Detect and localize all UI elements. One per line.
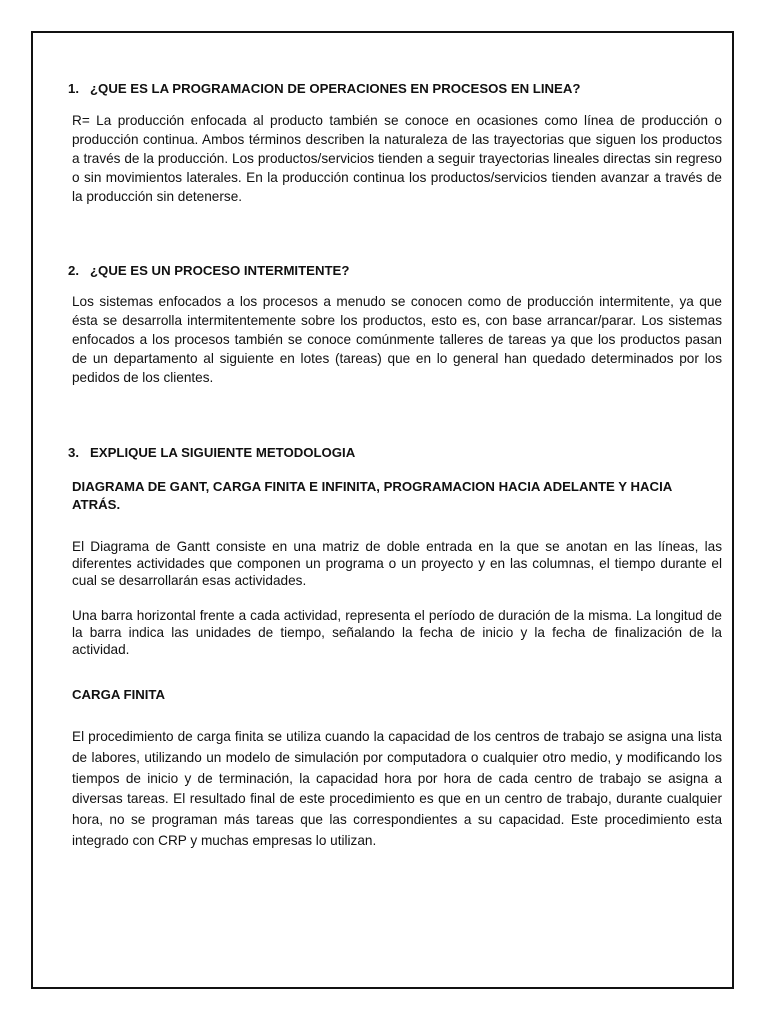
question-3-title: EXPLIQUE LA SIGUIENTE METODOLOGIA bbox=[90, 445, 356, 460]
question-1-section bbox=[68, 80, 722, 98]
question-3-subheading-block bbox=[68, 478, 722, 514]
gantt-paragraph-1-block bbox=[72, 538, 722, 589]
question-3-subheading: DIAGRAMA DE GANT, CARGA FINITA E INFINITA, PROGRAMACION HACIA ADELANTE Y HACIA ATRÁS. bbox=[72, 479, 672, 512]
question-1-answer-block bbox=[72, 111, 722, 206]
question-3-section bbox=[68, 444, 722, 462]
finite-load-heading: CARGA FINITA bbox=[72, 687, 166, 702]
gantt-paragraph-2: Una barra horizontal frente a cada actividad, representa el período de duración de la misma. La longitud de la barra indica las unidades de tiempo, señalando la fecha de inicio y la fecha de finalización de la actividad. bbox=[72, 608, 722, 657]
question-2-heading bbox=[68, 262, 722, 280]
question-1-number: 1. bbox=[68, 81, 79, 96]
question-2-section bbox=[68, 262, 722, 280]
question-1-answer: R= La producción enfocada al producto también se conoce en ocasiones como línea de producción o producción continua. Ambos términos describen la naturaleza de las trayectorias que siguen los productos a través de la producción. Los productos/servicios tienden a seguir trayectorias lineales directas sin regreso o sin movimientos laterales. En la producción continua los productos/servicios tienden avanzar a través de la producción sin detenerse. bbox=[72, 113, 722, 204]
gantt-paragraph-2-block bbox=[72, 607, 722, 658]
question-2-answer: Los sistemas enfocados a los procesos a menudo se conocen como de producción intermitente, ya que ésta se desarrolla intermitentemente sobre los productos, esto es, con base arrancar/parar. Los sistemas enfocados a los procesos también se conoce comúnmente talleres de tareas ya que los productos pasan de un departamento al siguiente en lotes (tareas) que en lo general han quedado determinados por los pedidos de los clientes. bbox=[72, 294, 722, 385]
question-1-title: ¿QUE ES LA PROGRAMACION DE OPERACIONES EN PROCESOS EN LINEA? bbox=[90, 81, 581, 96]
question-2-title: ¿QUE ES UN PROCESO INTERMITENTE? bbox=[90, 263, 350, 278]
question-3-heading bbox=[68, 444, 722, 462]
finite-load-heading-block bbox=[72, 686, 722, 704]
question-3-number: 3. bbox=[68, 445, 79, 460]
finite-load-paragraph: El procedimiento de carga finita se utiliza cuando la capacidad de los centros de trabajo se asigna una lista de labores, utilizando un modelo de simulación por computadora o cualquier otro medio, y modificando los tiempos de inicio y de terminación, la capacidad hora por hora de cada centro de trabajo se asigna a diversas tareas. El resultado final de este procedimiento es que en un centro de trabajo, durante cualquier hora, no se programan más tareas que las correspondientes a su capacidad. Este procedimiento esta integrado con CRP y muchas empresas lo utilizan. bbox=[72, 729, 722, 848]
finite-load-paragraph-block bbox=[72, 727, 722, 852]
question-1-heading bbox=[68, 80, 722, 98]
question-2-answer-block bbox=[72, 292, 722, 387]
question-2-number: 2. bbox=[68, 263, 79, 278]
gantt-paragraph-1: El Diagrama de Gantt consiste en una matriz de doble entrada en la que se anotan en las líneas, las diferentes actividades que componen un programa o un proyecto y en las columnas, el tiempo durante el cual se desarrollarán esas actividades. bbox=[72, 539, 722, 588]
